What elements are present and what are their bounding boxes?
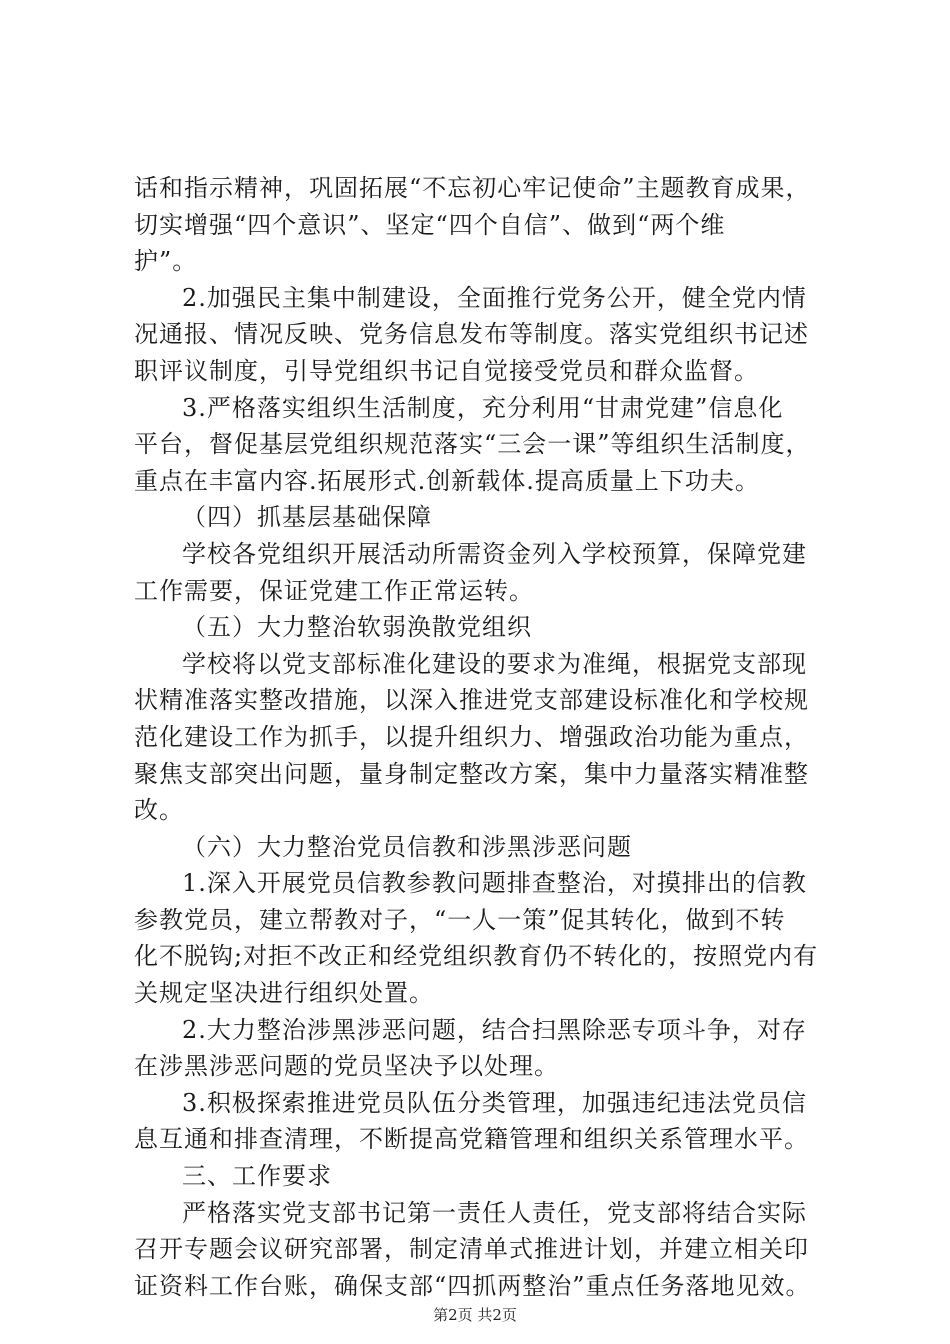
text-line: 证资料工作台账，确保支部“四抓两整治”重点任务落地见效。 (134, 1271, 811, 1300)
text-line: 三、工作要求 (182, 1162, 332, 1191)
text-line: 3.积极探索推进党员队伍分类管理，加强违纪违法党员信 (182, 1088, 807, 1117)
text-line: 1.深入开展党员信教参教问题排查整治，对摸排出的信教 (182, 869, 807, 898)
text-line: 息互通和排查清理，不断提高党籍管理和组织关系管理水平。 (134, 1125, 809, 1154)
text-line: 参教党员，建立帮教对子，“一人一策”促其转化，做到不转 (134, 905, 786, 934)
text-line: 范化建设工作为抓手，以提升组织力、增强政治功能为重点， (134, 722, 809, 751)
text-line: 严格落实党支部书记第一责任人责任，党支部将结合实际 (182, 1198, 807, 1227)
text-line: 2.大力整治涉黑涉恶问题，结合扫黑除恶专项斗争，对存 (182, 1015, 807, 1044)
text-line: 关规定坚决进行组织处置。 (134, 979, 434, 1008)
text-line: （五）大力整治软弱涣散党组织 (182, 613, 532, 642)
text-line: 状精准落实整改措施，以深入推进党支部建设标准化和学校规 (134, 686, 809, 715)
text-line: 召开专题会议研究部署，制定清单式推进计划，并建立相关印 (134, 1235, 809, 1264)
text-line: 学校将以党支部标准化建设的要求为准绳，根据党支部现 (182, 649, 807, 678)
page-footer: 第2页 共2页 (433, 1306, 517, 1324)
text-line: 学校各党组织开展活动所需资金列入学校预算，保障党建 (182, 539, 807, 568)
text-line: 况通报、情况反映、党务信息发布等制度。落实党组织书记述 (134, 320, 809, 349)
document-body (134, 170, 834, 1304)
text-line: 改。 (134, 796, 184, 825)
text-line: 2.加强民主集中制建设，全面推行党务公开，健全党内情 (182, 283, 807, 312)
text-line: 聚焦支部突出问题，量身制定整改方案，集中力量落实精准整 (134, 759, 809, 788)
text-line: 切实增强“四个意识”、坚定“四个自信”、做到“两个维 (134, 210, 726, 239)
text-line: （六）大力整治党员信教和涉黑涉恶问题 (182, 832, 632, 861)
text-line: 化不脱钩;对拒不改正和经党组织教育仍不转化的，按照党内有 (134, 942, 819, 971)
text-line: 职评议制度，引导党组织书记自觉接受党员和群众监督。 (134, 356, 759, 385)
text-line: 重点在丰富内容.拓展形式.创新载体.提高质量上下功夫。 (134, 466, 760, 495)
text-line: 护”。 (134, 247, 198, 276)
text-line: 工作需要，保证党建工作正常运转。 (134, 576, 534, 605)
text-line: 在涉黑涉恶问题的党员坚决予以处理。 (134, 1052, 559, 1081)
text-line: 话和指示精神，巩固拓展“不忘初心牢记使命”主题教育成果， (134, 174, 811, 202)
text-line: 平台，督促基层党组织规范落实“三会一课”等组织生活制度， (134, 430, 811, 459)
text-line: 3.严格落实组织生活制度，充分利用“甘肃党建”信息化 (182, 393, 784, 422)
text-line: （四）抓基层基础保障 (182, 503, 432, 532)
